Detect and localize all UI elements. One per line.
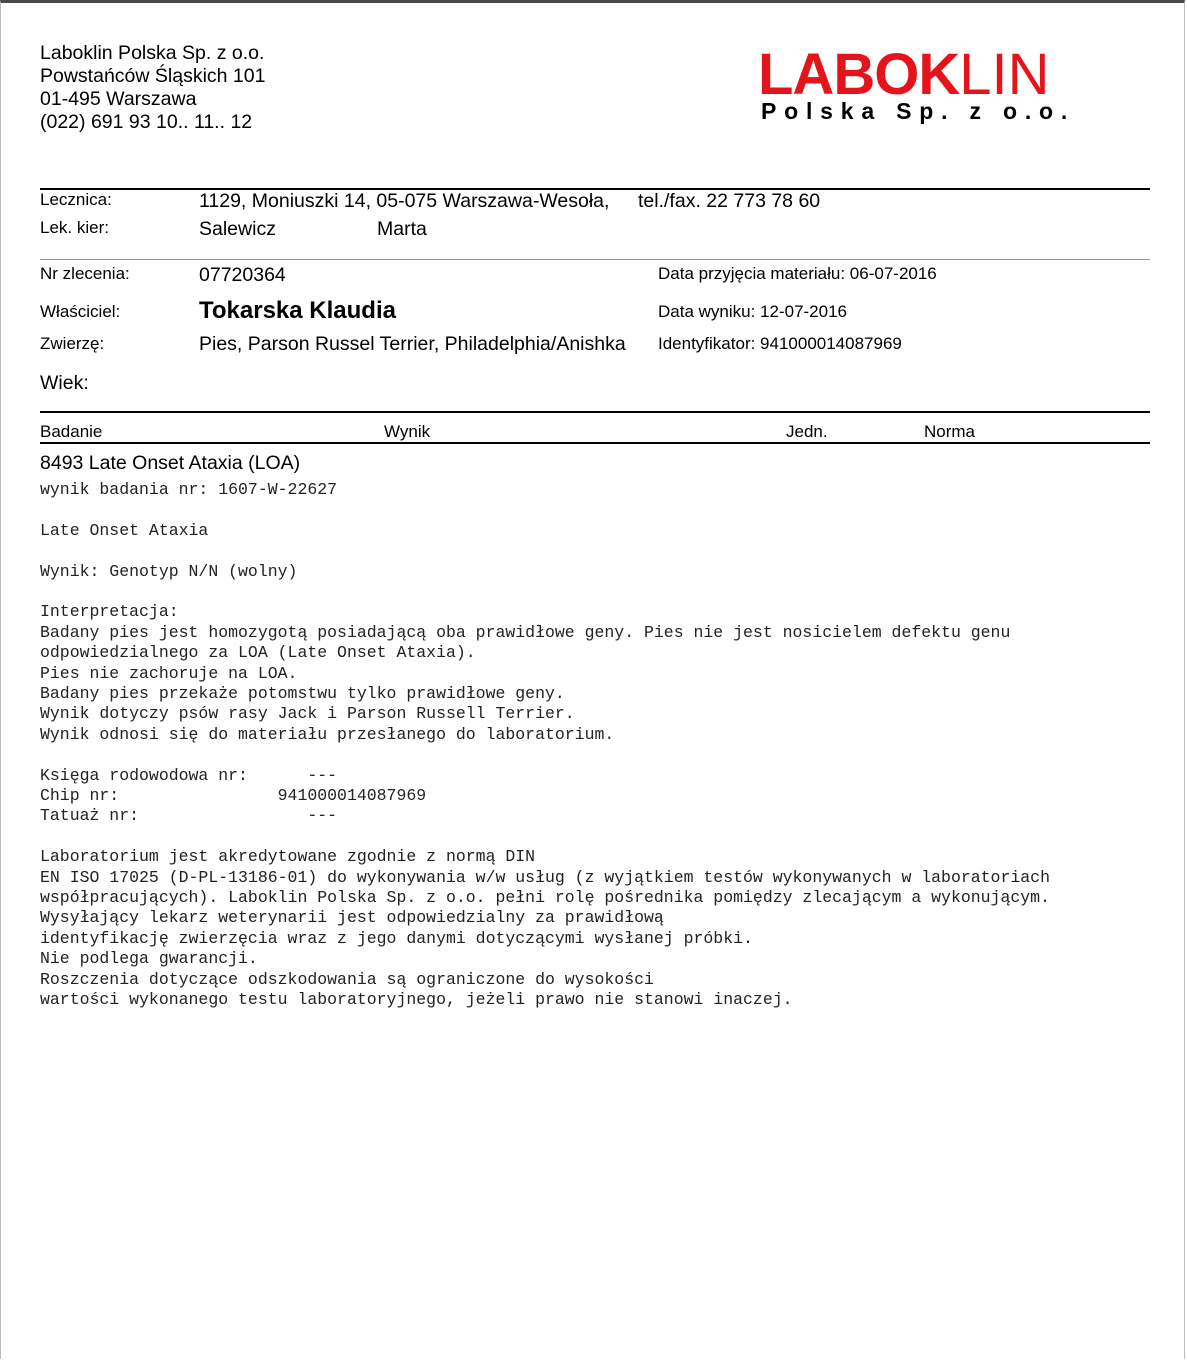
doctor-label: Lek. kier:: [40, 218, 109, 237]
tattoo-number: Tatuaż nr: ---: [40, 806, 338, 826]
owner-value: Tokarska Klaudia: [199, 297, 396, 324]
test-result: Wynik: Genotyp N/N (wolny): [40, 561, 298, 581]
lab-address-line: Powstańców Śląskich 101: [40, 65, 266, 87]
result-number: wynik badania nr: 1607-W-22627: [40, 480, 338, 499]
disclaimer-line: Nie podlega gwarancji.: [40, 949, 258, 969]
animal-label: Zwierzę:: [40, 334, 105, 353]
order-label: Nr zlecenia:: [40, 264, 130, 283]
lab-address-line: 01-495 Warszawa: [40, 88, 197, 110]
logo-subtitle: Polska Sp. z o.o.: [761, 98, 1076, 124]
disclaimer-line: Wysyłający lekarz weterynarii jest odpowiedzialny za prawidłową: [40, 908, 664, 928]
col-header-test: Badanie: [40, 422, 103, 441]
logo-bold-part: LABOK: [758, 42, 960, 107]
laboklin-logo: [758, 42, 1076, 124]
spacer: [40, 745, 1050, 765]
disclaimer-line: Laboratorium jest akredytowane zgodnie z normą DIN: [40, 847, 536, 867]
interpretation-line: odpowiedzialnego za LOA (Late Onset Ataxia).: [40, 643, 476, 663]
interpretation-line: Badany pies przekaże potomstwu tylko prawidłowe geny.: [40, 684, 565, 704]
divider: [40, 442, 1150, 444]
pedigree-number: Księga rodowodowa nr: ---: [40, 765, 338, 785]
lab-address: [40, 42, 265, 134]
divider: [40, 411, 1150, 413]
clinic-value: 1129, Moniuszki 14, 05-075 Warszawa-Wesoła,: [199, 190, 610, 212]
doctor-surname: Salewicz: [199, 218, 276, 240]
lab-address-line: (022) 691 93 10.. 11.. 12: [40, 111, 253, 133]
logo-wordmark: [758, 44, 1049, 106]
result-date: Data wyniku: 12-07-2016: [658, 302, 848, 321]
lab-address-line: Laboklin Polska Sp. z o.o.: [40, 42, 265, 64]
material-received-date: Data przyjęcia materiału: 06-07-2016: [658, 264, 937, 283]
spacer: [40, 827, 1050, 847]
disclaimer-line: wartości wykonanego testu laboratoryjnego, jeżeli prawo nie stanowi inaczej.: [40, 990, 793, 1010]
divider: [40, 259, 1150, 260]
owner-label: Właściciel:: [40, 302, 121, 321]
interpretation-line: Badany pies jest homozygotą posiadającą oba prawidłowe geny. Pies nie jest nosicielem defektu genu: [40, 622, 1011, 642]
identifier: Identyfikator: 941000014087969: [658, 334, 902, 353]
chip-number: Chip nr: 941000014087969: [40, 786, 427, 806]
col-header-norm: Norma: [924, 422, 976, 441]
doctor-name: Marta: [377, 218, 427, 240]
interpretation-line: Wynik dotyczy psów rasy Jack i Parson Russell Terrier.: [40, 704, 575, 724]
animal-value: Pies, Parson Russel Terrier, Philadelphia/Anishka: [199, 333, 626, 355]
age-label: Wiek:: [40, 372, 89, 394]
order-value: 07720364: [199, 264, 286, 286]
disclaimer-line: EN ISO 17025 (D-PL-13186-01) do wykonywania w/w usług (z wyjątkiem testów wykonywanych w laboratoriach: [40, 867, 1050, 887]
clinic-label: Lecznica:: [40, 190, 112, 209]
interpretation-heading: Interpretacja:: [40, 602, 179, 622]
spacer: [40, 582, 1050, 602]
disclaimer-line: identyfikację zwierzęcia wraz z jego danymi dotyczącymi wysłanej próbki.: [40, 928, 753, 948]
spacer: [40, 541, 1050, 561]
test-name: Late Onset Ataxia: [40, 520, 209, 540]
col-header-result: Wynik: [384, 422, 431, 441]
spacer: [40, 500, 1050, 520]
interpretation-line: Pies nie zachoruje na LOA.: [40, 663, 298, 683]
test-title: 8493 Late Onset Ataxia (LOA): [40, 452, 301, 474]
col-header-unit: Jedn.: [786, 422, 828, 441]
disclaimer-line: współpracujących). Laboklin Polska Sp. z o.o. pełni rolę pośrednika pomiędzy zlecającym a wykonującym.: [40, 888, 1050, 908]
interpretation-line: Wynik odnosi się do materiału przesłanego do laboratorium.: [40, 724, 615, 744]
clinic-phone: tel./fax. 22 773 78 60: [638, 190, 821, 212]
disclaimer-line: Roszczenia dotyczące odszkodowania są ograniczone do wysokości: [40, 969, 654, 989]
test-report-body: [40, 480, 1050, 1010]
logo-thin-part: LIN: [959, 42, 1050, 107]
